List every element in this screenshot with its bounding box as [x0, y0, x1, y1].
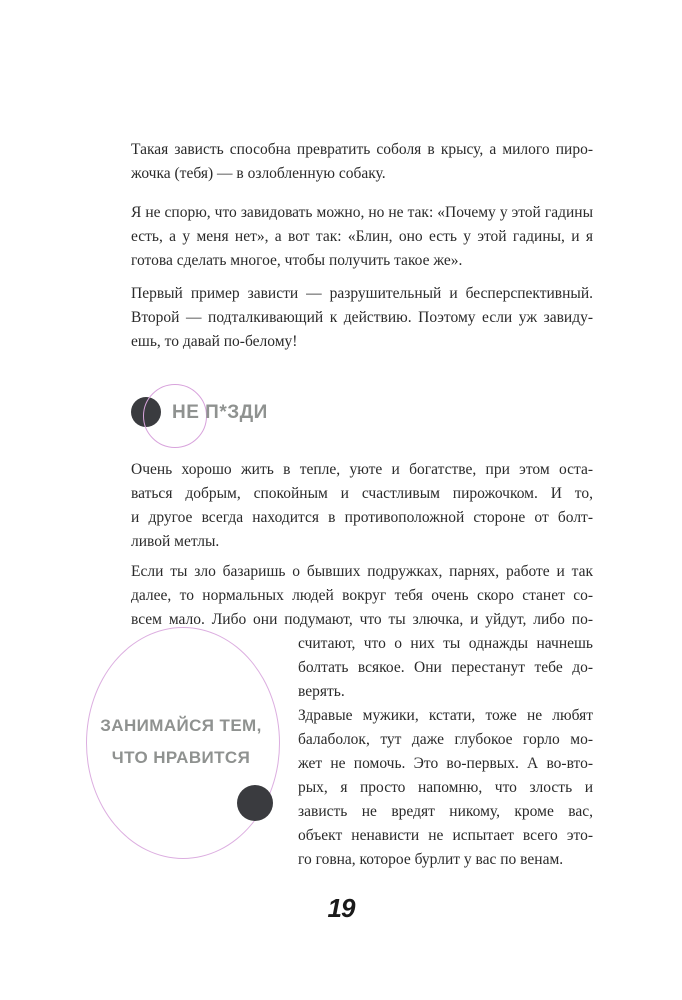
text-line: Такая зависть способна превратить соболя в крысу, а милого пиро- — [131, 141, 593, 158]
text-line: го говна, которое бурлит у вас по венам. — [298, 851, 564, 868]
text-line: жочка (тебя) — в озлобленную собаку. — [131, 165, 386, 182]
paragraph-4 — [131, 458, 593, 554]
callout-line-2: ЧТО НРАВИТСЯ — [111, 748, 251, 767]
text-line: ливой метлы. — [131, 533, 220, 550]
text-line: Если ты зло базаришь о бывших подружках, парнях, работе и так — [131, 563, 593, 580]
text-line: объект ненависти не испытает всего это- — [298, 827, 593, 844]
text-line: Здравые мужики, кстати, тоже не любят — [298, 707, 593, 724]
text-line: балаболок, тут даже глубокое горло мо- — [298, 731, 593, 748]
text-line: и другое всегда находится в противоположной стороне от болт- — [131, 509, 593, 526]
text-line: Первый пример зависти — разрушительный и бесперспективный. — [131, 285, 593, 302]
text-line: есть, а у меня нет», а вот так: «Блин, оно есть у этой гадины, и я — [131, 228, 593, 245]
paragraph-5-continued — [298, 632, 593, 704]
text-line: болтать всякое. Они перестанут тебе до- — [298, 659, 593, 676]
text-line: считают, что о них ты однажды начнешь — [298, 635, 593, 652]
section-heading: НЕ П*ЗДИ — [172, 402, 268, 423]
paragraph-2 — [131, 201, 593, 273]
callout-ring-decoration — [86, 627, 280, 859]
text-line: далее, то нормальных людей вокруг тебя очень скоро станет со- — [131, 587, 593, 604]
callout-line-1: ЗАНИМАЙСЯ ТЕМ, — [100, 716, 262, 735]
text-line: верять. — [298, 683, 345, 700]
text-line: Я не спорю, что завидовать можно, но не так: «Почему у этой гадины — [131, 204, 593, 221]
paragraph-1 — [131, 138, 593, 186]
text-line: рых, я просто напомню, что злость и — [298, 779, 593, 796]
text-line: ваться добрым, спокойным и счастливым пирожочком. И то, — [131, 485, 593, 502]
text-line: жет не помочь. Это во-первых. А во-вто- — [298, 755, 593, 772]
text-line: всем мало. Либо они подумают, что ты злючка, и уйдут, либо по- — [131, 611, 593, 628]
text-line: ешь, то давай по-белому! — [131, 333, 298, 350]
text-line: Второй — подталкивающий к действию. Поэтому если уж завиду- — [131, 309, 593, 326]
paragraph-3 — [131, 282, 593, 354]
text-line: готова сделать многое, чтобы получить такое же». — [131, 252, 463, 269]
callout-dot-decoration — [237, 785, 273, 821]
paragraph-6 — [298, 704, 593, 872]
paragraph-5 — [131, 560, 593, 632]
page-number: 19 — [327, 893, 355, 923]
text-line: зависть не вредят никому, кроме вас, — [298, 803, 593, 820]
text-line: Очень хорошо жить в тепле, уюте и богатстве, при этом оста- — [131, 461, 593, 478]
